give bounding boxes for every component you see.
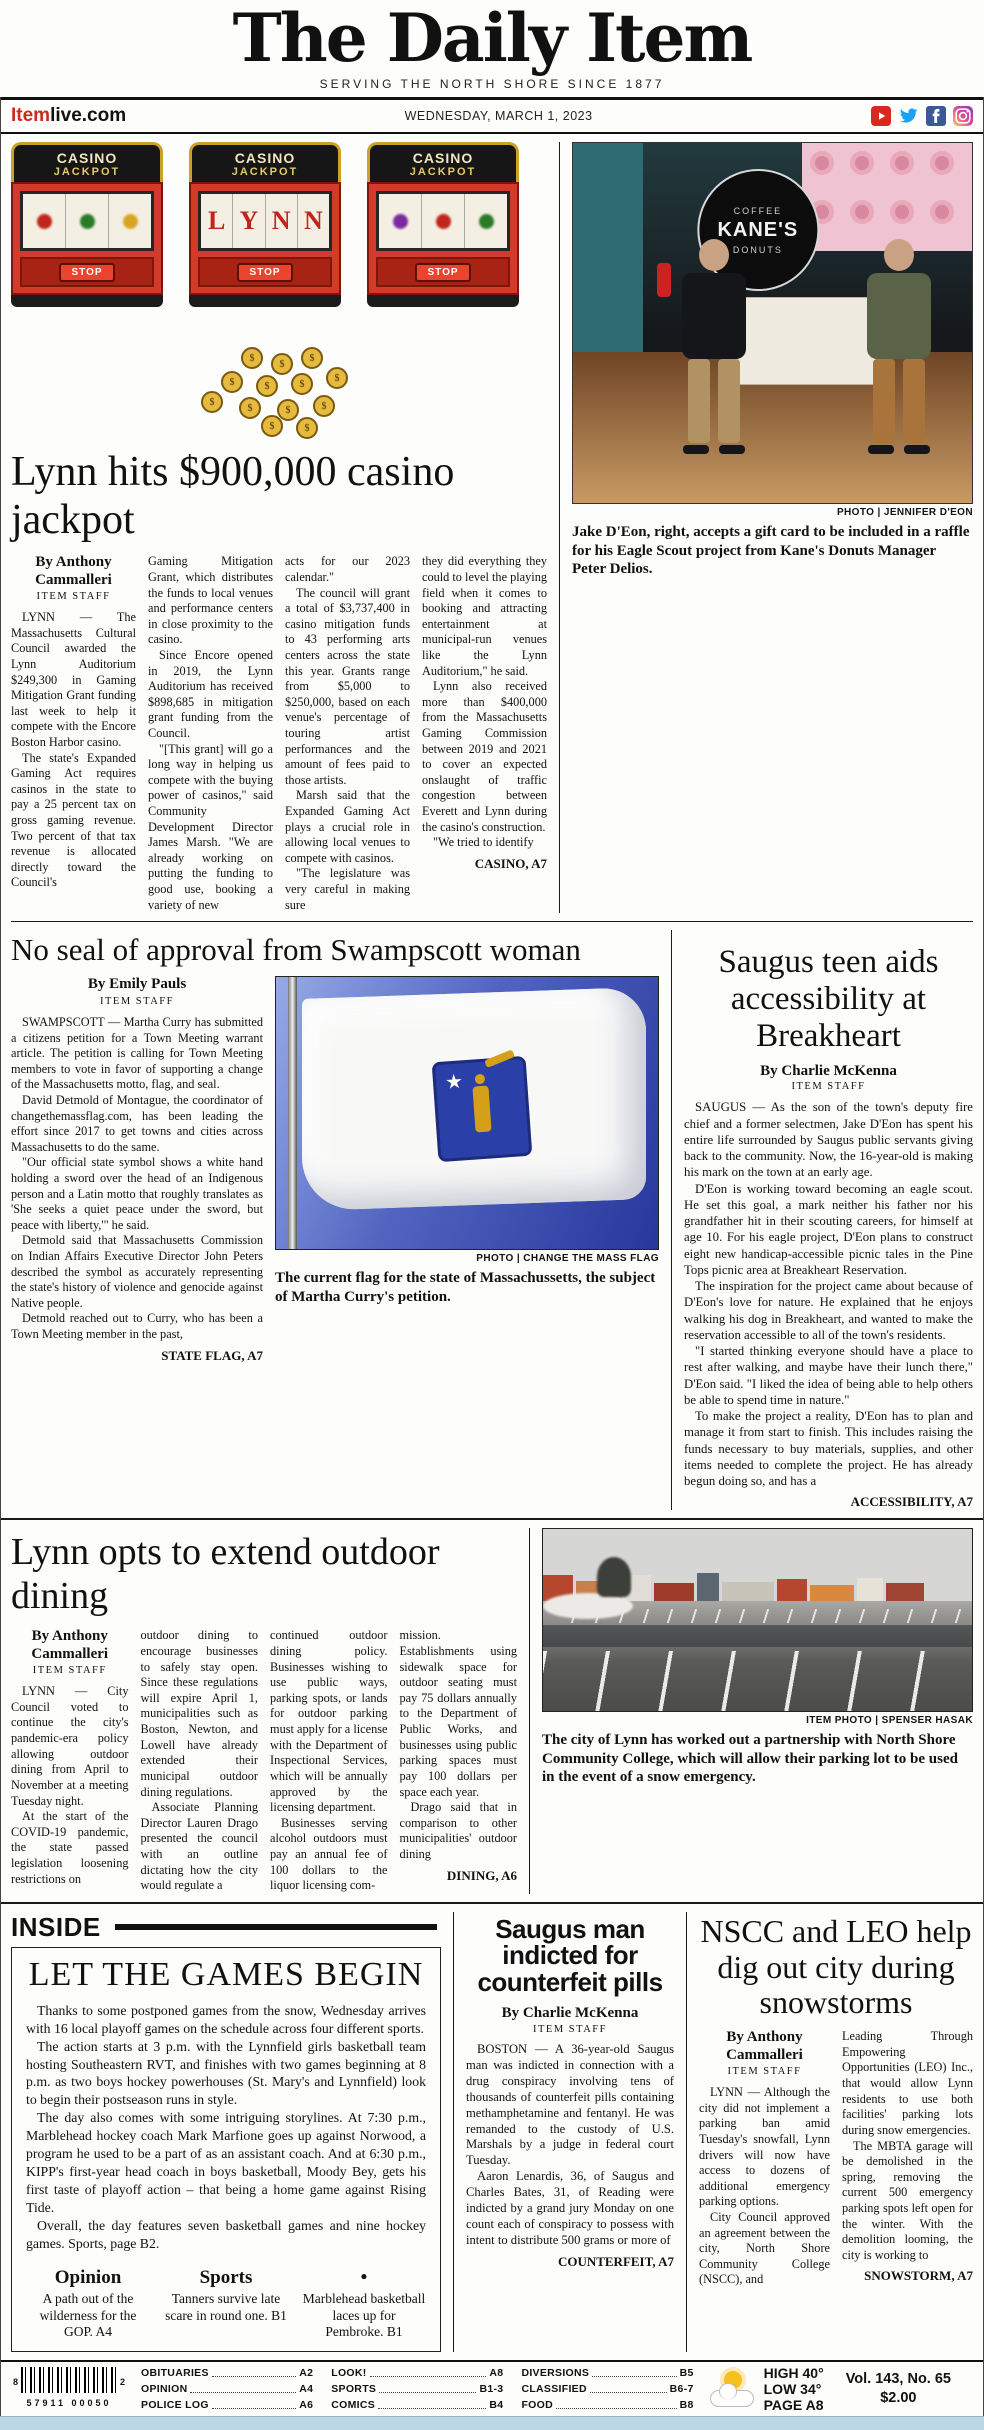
donut-icon <box>930 151 954 175</box>
building <box>810 1585 854 1602</box>
stop-button-label: STOP <box>415 263 470 282</box>
teaser-title: • <box>360 2266 368 2288</box>
parking-lines-far <box>571 1609 969 1623</box>
barcode-right-digit: 2 <box>120 2377 126 2388</box>
site-name-black: live.com <box>50 105 127 127</box>
massachusetts-flag-photo <box>275 976 659 1250</box>
games-body: Thanks to some postponed games from the snow, Wednesday arrives with 16 local playoff games on the schedule across four different sports. The action starts at 3 p.m. with the Lynnfield girls basketball team hosting Southeastern RVT, and finishes with two games beginning at 8 p.m. as two boys hockey powerhouses (St. Mary's and Lynnfield) look to begin their postseason runs in style. The day also comes with some intriguing storylines. At 7:30 p.m., Marblehead hockey coach Mark Marfione goes up against Norwood, a program he used to be a part of as an assistant coach. And at 6:30 p.m., KIPP's first-year head coach in boys basketball, Moody Bey, gets his first taste of playoff action – that being a home game against Rising Tide. Overall, the day features seven basketball games and nine hockey games. Sports, page B2. <box>26 2002 426 2251</box>
man-right <box>862 239 936 469</box>
facebook-icon[interactable] <box>926 106 946 126</box>
weather-block <box>710 2365 824 2413</box>
inside-label: INSIDE <box>11 1911 101 1942</box>
flag-headline: No seal of approval from Swampscott woman <box>11 932 581 968</box>
donut-icon <box>850 200 874 224</box>
index-row <box>331 2399 503 2411</box>
donut-icon <box>850 151 874 175</box>
barcode-left-digit: 8 <box>13 2377 19 2388</box>
weather-page: PAGE A8 <box>763 2397 824 2414</box>
flag-jump-line: STATE FLAG, A7 <box>161 1347 263 1363</box>
coin-icon: $ <box>277 399 299 421</box>
index-label: OPINION <box>141 2383 188 2396</box>
reel <box>465 194 507 248</box>
slot-machines-illustration <box>11 142 547 442</box>
parking-photo-caption: The city of Lynn has worked out a partnership with North Shore Community College, which will allow their parking lot to be used in the event of a snow emergency. <box>542 1732 958 1786</box>
counterfeit-body: BOSTON — A 36-year-old Saugus man was indicted in connection with a drug conspiracy involving tens of thousands of counterfeit pills containing methamphetamine and fentanyl. He was remanded to the custody of U.S. Marshals by a judge in federal court Tuesday. Aaron Lenardis, 36, of Saugus and Charles Bates, 31, of Reading were indicted by a grand jury Monday on one count each of conspiracy to possess with intent to distribute 500 grams or more of <box>466 2041 674 2248</box>
coin-icon: $ <box>239 397 261 419</box>
flagpole <box>288 977 297 1249</box>
instagram-icon[interactable] <box>953 106 973 126</box>
stop-button-label: STOP <box>59 263 114 282</box>
coin-icon: $ <box>201 391 223 413</box>
slot-marquee-text: CASINO <box>412 150 474 167</box>
inside-rule <box>115 1924 437 1930</box>
donut-icon <box>810 151 834 175</box>
building <box>777 1579 807 1601</box>
coin-icon: $ <box>326 367 348 389</box>
donut-icon <box>890 151 914 175</box>
building <box>857 1578 883 1601</box>
slot-marquee-text: CASINO <box>56 150 118 167</box>
sun-cloud-icon <box>710 2371 756 2407</box>
bottom-blue-strip <box>0 2416 984 2430</box>
casino-byline-role: ITEM STAFF <box>36 590 111 602</box>
barcode-bars <box>21 2367 117 2393</box>
dining-story <box>11 1528 517 1893</box>
site-name-red: Item <box>11 105 51 127</box>
volume-price <box>846 2370 951 2408</box>
casino-col-1: By Anthony Cammalleri ITEM STAFF LYNN — The Massachusetts Cultural Council awarded the Lynn Auditorium $249,300 in Gaming Mitigation Grant funding last week to help it compete with the Encore Boston Harbor casino. The state's Expanded Gaming Act requires casinos in the state to pay a 25 percent tax on gross gaming revenue. Two percent of that tax revenue is allocated directly toward the Council's <box>11 554 136 890</box>
fire-extinguisher <box>657 263 671 297</box>
counterfeit-byline: By Charlie McKenna <box>501 2005 639 2022</box>
index-label: SPORTS <box>331 2383 377 2396</box>
index-page: A4 <box>299 2383 314 2396</box>
casino-story <box>11 142 547 913</box>
teaser-text: Tanners survive late scare in round one. B1 <box>165 2290 287 2323</box>
slot-machine-lynn <box>189 142 341 307</box>
footer <box>1 2360 983 2416</box>
index-label: CLASSIFIED <box>521 2383 587 2396</box>
coin-icon: $ <box>221 371 243 393</box>
teaser-title: Opinion <box>54 2266 122 2288</box>
youtube-icon[interactable] <box>871 106 891 126</box>
accessibility-headline: Saugus teen aids accessibility at Breakheart <box>718 944 939 1055</box>
reel-letter: Y <box>233 194 265 248</box>
slot-machine <box>11 142 163 307</box>
coin-icon: $ <box>241 347 263 369</box>
teaser-marblehead <box>302 2267 426 2342</box>
casino-byline: By Anthony Cammalleri <box>35 554 112 588</box>
sign-text-top: COFFEE <box>733 205 783 216</box>
index-row <box>141 2399 313 2411</box>
flag-text-column: By Emily Pauls ITEM STAFF SWAMPSCOTT — Martha Curry has submitted a citizens petition for a Town Meeting warrant article. The petition is calling for Town Meeting members to vote in favor of supporting a change of the Massachusetts motto, flag, and seal. David Detmold of Montague, the coordinator of changethemassflag.com, has been leading the effort since 2017 to get towns and cities across Massachusetts to do the same. "Our official state symbol shows a white hand holding a sword over the head of an Indigenous person and a Latin motto that roughly translates as 'She seeks a quiet peace under the sword, but peace with liberty,'" he said. Detmold said that Massachusetts Commission on Indian Affairs Executive Director John Peters described the symbol as accurately representing the state's history of violence and genocide against Native people. Detmold reached out to Curry, who has been a Town Meeting member in the past, STATE FLAG, A7 <box>11 976 263 1363</box>
index-page: B4 <box>489 2399 504 2412</box>
volume-number: Vol. 143, No. 65 <box>845 2371 951 2388</box>
games-headline: LET THE GAMES BEGIN <box>28 1955 424 1993</box>
snowstorm-story <box>686 1912 973 2353</box>
reel <box>66 194 109 248</box>
index-row <box>521 2383 693 2395</box>
building <box>722 1582 774 1602</box>
counterfeit-byline-role: ITEM STAFF <box>533 2023 607 2035</box>
counterfeit-headline: Saugus man indicted for counterfeit pills <box>477 1913 663 1997</box>
masthead-title: The Daily Item <box>232 0 752 77</box>
flag-photo-block <box>275 976 659 1364</box>
navbar <box>1 97 983 134</box>
inside-section <box>11 1912 441 2353</box>
dining-col-1: By Anthony Cammalleri ITEM STAFF LYNN — City Council voted to continue the city's pandemic-era policy allowing outdoor dining from April to November at a meeting Tuesday night. At the start of the COVID-19 pandemic, the state passed legislation loosening restrictions on <box>11 1628 129 1886</box>
kane-photo-credit: PHOTO | JENNIFER D'EON <box>836 507 973 519</box>
index-label: POLICE LOG <box>141 2399 209 2412</box>
index-row <box>141 2367 313 2379</box>
photo-wall <box>573 143 643 366</box>
slot-marquee-text2: JACKPOT <box>53 166 121 179</box>
counterfeit-jump-line: COUNTERFEIT, A7 <box>557 2254 674 2270</box>
teaser-text: A path out of the wilderness for the GOP. A4 <box>39 2290 137 2340</box>
sign-text-main: KANE'S <box>717 218 799 241</box>
coin-icon: $ <box>313 395 335 417</box>
reel-symbol <box>393 214 408 229</box>
flag-crest <box>432 1056 533 1162</box>
dining-col-4: mission. Establishments using sidewalk space for outdoor seating must pay 75 dollars annually to the Department of Public Works, and businesses using public parking spaces must pay 100 dollars per space each year. Drago said that in comparison to other municipalities' outdoor dining DINING, A6 <box>399 1628 517 1883</box>
parking-photo-credit: ITEM PHOTO | SPENSER HASAK <box>806 1715 973 1727</box>
dining-col-3: continued outdoor dining policy. Businesses wishing to use public ways, parking spots, or lands for outdoor parking must apply for a license with the Department of Inspectional Services, which will be annually approved by the licensing department. Businesses serving alcohol outdoors must pay an annual fee of 100 dollars to the liquor licensing com- <box>270 1628 388 1893</box>
snowstorm-jump-line: SNOWSTORM, A7 <box>864 2268 973 2284</box>
inside-box <box>11 1947 441 2353</box>
slot-marquee-text: CASINO <box>234 150 296 167</box>
index-label: OBITUARIES <box>141 2367 209 2380</box>
parking-lot-photo <box>542 1528 973 1712</box>
flag-byline: By Emily Pauls <box>87 976 187 993</box>
slot-machine <box>367 142 519 307</box>
index-label: LOOK! <box>331 2367 367 2380</box>
edition-date: WEDNESDAY, MARCH 1, 2023 <box>404 109 593 124</box>
snowstorm-byline: By Anthony Cammalleri <box>726 2029 803 2063</box>
reel-letter: N <box>303 206 323 236</box>
dining-col-2: outdoor dining to encourage businesses to safely stay open. Since these regulations will expire April 1, municipalities such as Boston, Newton, and Lowell have already extended their municipal outdoor dining regulations. Associate Planning Director Lauren Drago presented the council with an outline dictating how the city would regulate a <box>140 1628 258 1893</box>
coin-icon: $ <box>296 417 318 439</box>
snowstorm-headline: NSCC and LEO help dig out city during snowstorms <box>700 1912 972 2021</box>
accessibility-byline-role: ITEM STAFF <box>791 1081 866 1093</box>
index-page: A6 <box>299 2399 314 2412</box>
dining-byline: By Anthony Cammalleri <box>31 1628 109 1662</box>
building <box>654 1583 694 1601</box>
index-row <box>521 2399 693 2411</box>
twitter-icon[interactable] <box>898 106 919 126</box>
reel-symbol <box>80 214 95 229</box>
index-row <box>521 2367 693 2379</box>
index-page: B1-3 <box>479 2383 504 2396</box>
accessibility-jump-line: ACCESSIBILITY, A7 <box>850 1494 973 1510</box>
reel <box>109 194 151 248</box>
coin-icon: $ <box>301 347 323 369</box>
reel-symbol <box>436 214 451 229</box>
weather-high: HIGH 40° <box>763 2365 824 2382</box>
index-page: A2 <box>299 2367 314 2380</box>
slot-marquee-text2: JACKPOT <box>409 166 477 179</box>
price: $2.00 <box>880 2390 917 2407</box>
reel-symbol <box>479 214 494 229</box>
index-row <box>331 2367 503 2379</box>
man-left <box>677 239 751 469</box>
donut-icon <box>930 200 954 224</box>
star-icon <box>446 1073 463 1090</box>
building <box>697 1573 719 1602</box>
weather-low: LOW 34° <box>763 2381 822 2398</box>
wet-band <box>543 1625 972 1647</box>
accessibility-body: SAUGUS — As the son of the town's deputy fire chief and a former selectmen, Jake D'Eon has spent his entire life surrounded by Saugus public servants giving back to the community. Now, the 16-year-old is making his mark on the town at an early age. D'Eon is working toward becoming an eagle scout. He set this goal, a mark neither his father nor his grandfather hit in their scouting careers, for himself at age 10. For his eagle project, D'Eon plans to construct eight new handicap-accessible picnic tales in the Pine Tops picnic area at Breakheart Reservation. The inspiration for the project came about because of D'Eon's love for nature. He explained that he enjoys walking his dog in Breakheart, and wanted to make the reservation accessible to all of the town's residents. "I started thinking everyone should have a place to rest after walking, and maybe have their lunch there," D'Eon said. "I liked the idea of being able to help others be able to spend time in nature." To make the project a reality, D'Eon has to plan and manage it from start to finish. This includes raising the funds necessary to buy materials, supplies, and other items needed to complete the project. He has already begun doing so, and has a <box>684 1100 973 1489</box>
accessibility-story <box>671 930 973 1510</box>
teaser-opinion <box>26 2267 150 2342</box>
coins-illustration <box>201 347 391 432</box>
barcode <box>13 2367 125 2411</box>
snowstorm-col-1: By Anthony Cammalleri ITEM STAFF LYNN — Although the city did not implement a parking ban amid Tuesday's snowfall, Lynn drivers will now have access to dozens of additional emergency parking options. City Council approved an agreement between the city, North Shore Community College (NSCC), and <box>699 2029 830 2287</box>
tree <box>597 1557 631 1597</box>
index-row <box>331 2383 503 2395</box>
teaser-sports <box>164 2267 288 2342</box>
casino-jump-line: CASINO, A7 <box>474 855 547 871</box>
casino-col-3: acts for our 2023 calendar." The council will grant a total of $3,737,400 in casino mitigation funds to 43 performing arts centers across the state this year. Grants range from $5,000 to $250,000, based on each venue's percentage of touring artist performances and the amount of fees paid to those artists. Marsh said that the Expanded Gaming Act plays a crucial role in allowing local venues to compete with casinos. "The legislature was very careful in making sure <box>285 554 410 912</box>
donut-icon <box>890 200 914 224</box>
reel-letter: N <box>266 194 298 248</box>
donut-poster <box>802 143 972 251</box>
kane-donuts-photo <box>572 142 973 504</box>
parking-photo-block <box>529 1528 973 1893</box>
coin-icon: $ <box>271 353 293 375</box>
slot-marquee-text2: JACKPOT <box>231 166 299 179</box>
teaser-title: Sports <box>199 2266 253 2288</box>
reel <box>23 194 66 248</box>
index-page: B6-7 <box>669 2383 694 2396</box>
index-page: B8 <box>679 2399 694 2412</box>
snowstorm-col-2: Leading Through Empowering Opportunities (LEO) Inc., that would allow Lynn residents to use both facilities' parking lots during snow emergencies. The MBTA garage will be demolished in the spring, removing the current 500 emergency parking spots left open for the winter. With the demolition looming, the city is working to SNOWSTORM, A7 <box>842 2029 973 2284</box>
kane-photo-caption: Jake D'Eon, right, accepts a gift card to be included in a raffle for his Eagle Scout project from Kane's Donuts Manager Peter Delios. <box>572 524 970 577</box>
site-link[interactable] <box>11 105 126 127</box>
teaser-text: Marblehead basketball laces up for Pembroke. B1 <box>302 2290 426 2340</box>
dining-byline-role: ITEM STAFF <box>32 1664 107 1676</box>
masthead <box>0 0 984 91</box>
coin-icon: $ <box>261 415 283 437</box>
snowstorm-byline-role: ITEM STAFF <box>727 2065 802 2077</box>
casino-col-2: Gaming Mitigation Grant, which distributes the funds to local venues and performance centers in close proximity to the casino. Since Encore opened in 2019, the Lynn Auditorium has received $898,685 in mitigation grant funding from the Council. "[This grant] will go a long way in helping us compete with the buying power of casinos," said Community Development Director James Marsh. "We are already working on putting the funding to good use, booking a variety of new <box>148 554 273 912</box>
reel <box>379 194 422 248</box>
index-page: A8 <box>489 2367 504 2380</box>
kane-photo-block <box>559 142 973 913</box>
coin-icon: $ <box>291 373 313 395</box>
page-index <box>141 2367 694 2411</box>
accessibility-byline: By Charlie McKenna <box>760 1063 897 1080</box>
stop-button-label: STOP <box>237 263 292 282</box>
flag-photo-credit: PHOTO | CHANGE THE MASS FLAG <box>476 1253 659 1265</box>
masthead-tagline: SERVING THE NORTH SHORE SINCE 1877 <box>319 77 665 92</box>
casino-col-4: they did everything they could to level the playing field when it comes to booking and attracting entertainment at municipal-run venues like the Lynn Auditorium," he said. Lynn also received more than $400,000 from the Massachusetts Gaming Commission between 2019 and 2021 to cover an expected onslaught of traffic congestion between Everett and Lynn during the casino's construction. "We tried to identify CASINO, A7 <box>422 554 547 871</box>
counterfeit-story <box>453 1912 674 2353</box>
index-label: DIVERSIONS <box>521 2367 590 2380</box>
social-links <box>871 106 973 126</box>
reel-symbol <box>37 214 52 229</box>
index-page: B5 <box>679 2367 694 2380</box>
flag-story <box>11 930 659 1510</box>
dining-jump-line: DINING, A6 <box>446 1867 517 1883</box>
reel-letter: L <box>201 194 233 248</box>
reel <box>422 194 465 248</box>
crest-figure <box>473 1085 492 1132</box>
index-label: FOOD <box>521 2399 553 2412</box>
parking-lines-near <box>543 1651 972 1711</box>
flag-photo-caption: The current flag for the state of Massachussetts, the subject of Martha Curry's petition. <box>275 1270 656 1305</box>
flag-byline-role: ITEM STAFF <box>100 995 174 1007</box>
casino-headline: Lynn hits $900,000 casino jackpot <box>11 449 455 544</box>
index-label: COMICS <box>331 2399 376 2412</box>
dining-headline: Lynn opts to extend outdoor dining <box>11 1531 440 1618</box>
index-row <box>141 2383 313 2395</box>
sign-text-bottom: DONUTS <box>732 244 783 255</box>
building <box>886 1583 924 1602</box>
barcode-digits: 57911 00050 <box>26 2398 112 2409</box>
coin-icon: $ <box>256 375 278 397</box>
reel-symbol <box>123 214 138 229</box>
